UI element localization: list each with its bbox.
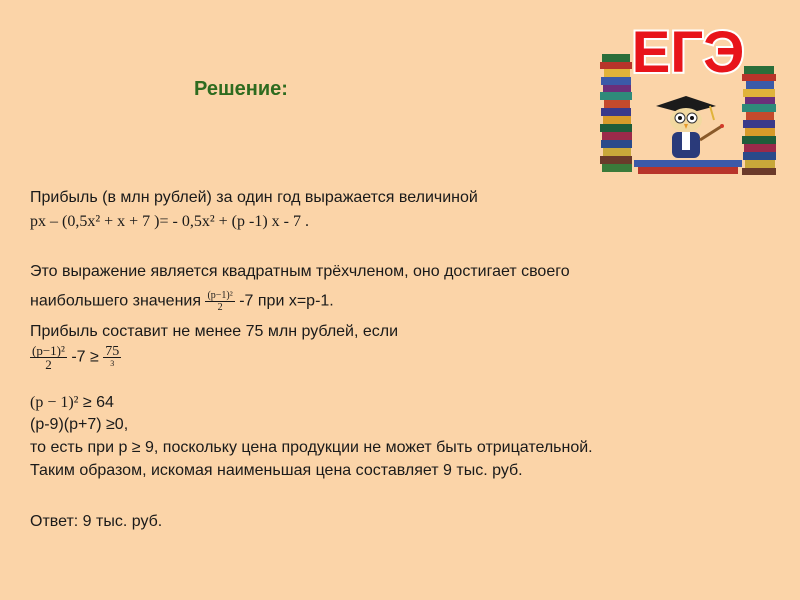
text-line-7-b: ≥ 64 [78, 394, 114, 411]
ege-logo-icon [598, 14, 778, 176]
text-line-9: то есть при p ≥ 9, поскольку цена продукции не может быть отрицательной. [30, 439, 593, 456]
text-line-5: Прибыль составит не менее 75 млн рублей, если [30, 323, 399, 340]
professor-owl-icon [656, 96, 724, 158]
text-line-7-a: (p − 1)² [30, 394, 79, 411]
fraction-2-numerator: (p−1)² [32, 343, 65, 358]
text-line-4 [30, 290, 334, 313]
text-line-7 [30, 393, 114, 413]
fraction-3 [103, 346, 121, 369]
fraction-1-denominator: 2 [217, 302, 223, 313]
logo-text: ЕГЭ [631, 20, 745, 85]
text-line-4-pre: наибольшего значения [30, 292, 206, 310]
slide-title: Решение: [194, 78, 288, 100]
text-line-3: Это выражение является квадратным трёхчленом, оно достигает своего [30, 263, 570, 280]
fraction-2-denominator: 2 [45, 357, 52, 372]
text-line-6-mid: -7 ≥ [71, 348, 99, 366]
fraction-3-denominator: 3 [110, 359, 115, 368]
fraction-3-numerator: 75 [105, 344, 120, 359]
text-line-4-post: -7 при x=p-1. [239, 292, 334, 310]
fraction-2 [30, 344, 67, 371]
text-line-6 [30, 344, 121, 371]
fraction-1 [205, 290, 234, 313]
answer-line: Ответ: 9 тыс. руб. [30, 513, 163, 530]
text-line-2: px – (0,5x² + x + 7 )= - 0,5x² + (p -1) x - 7 . [30, 213, 309, 230]
text-line-1: Прибыль (в млн рублей) за один год выражается величиной [30, 189, 478, 206]
text-line-10: Таким образом, искомая наименьшая цена составляет 9 тыс. руб. [30, 462, 523, 479]
text-line-8: (p-9)(p+7) ≥0, [30, 416, 129, 433]
fraction-1-numerator: (p−1)² [207, 290, 233, 301]
